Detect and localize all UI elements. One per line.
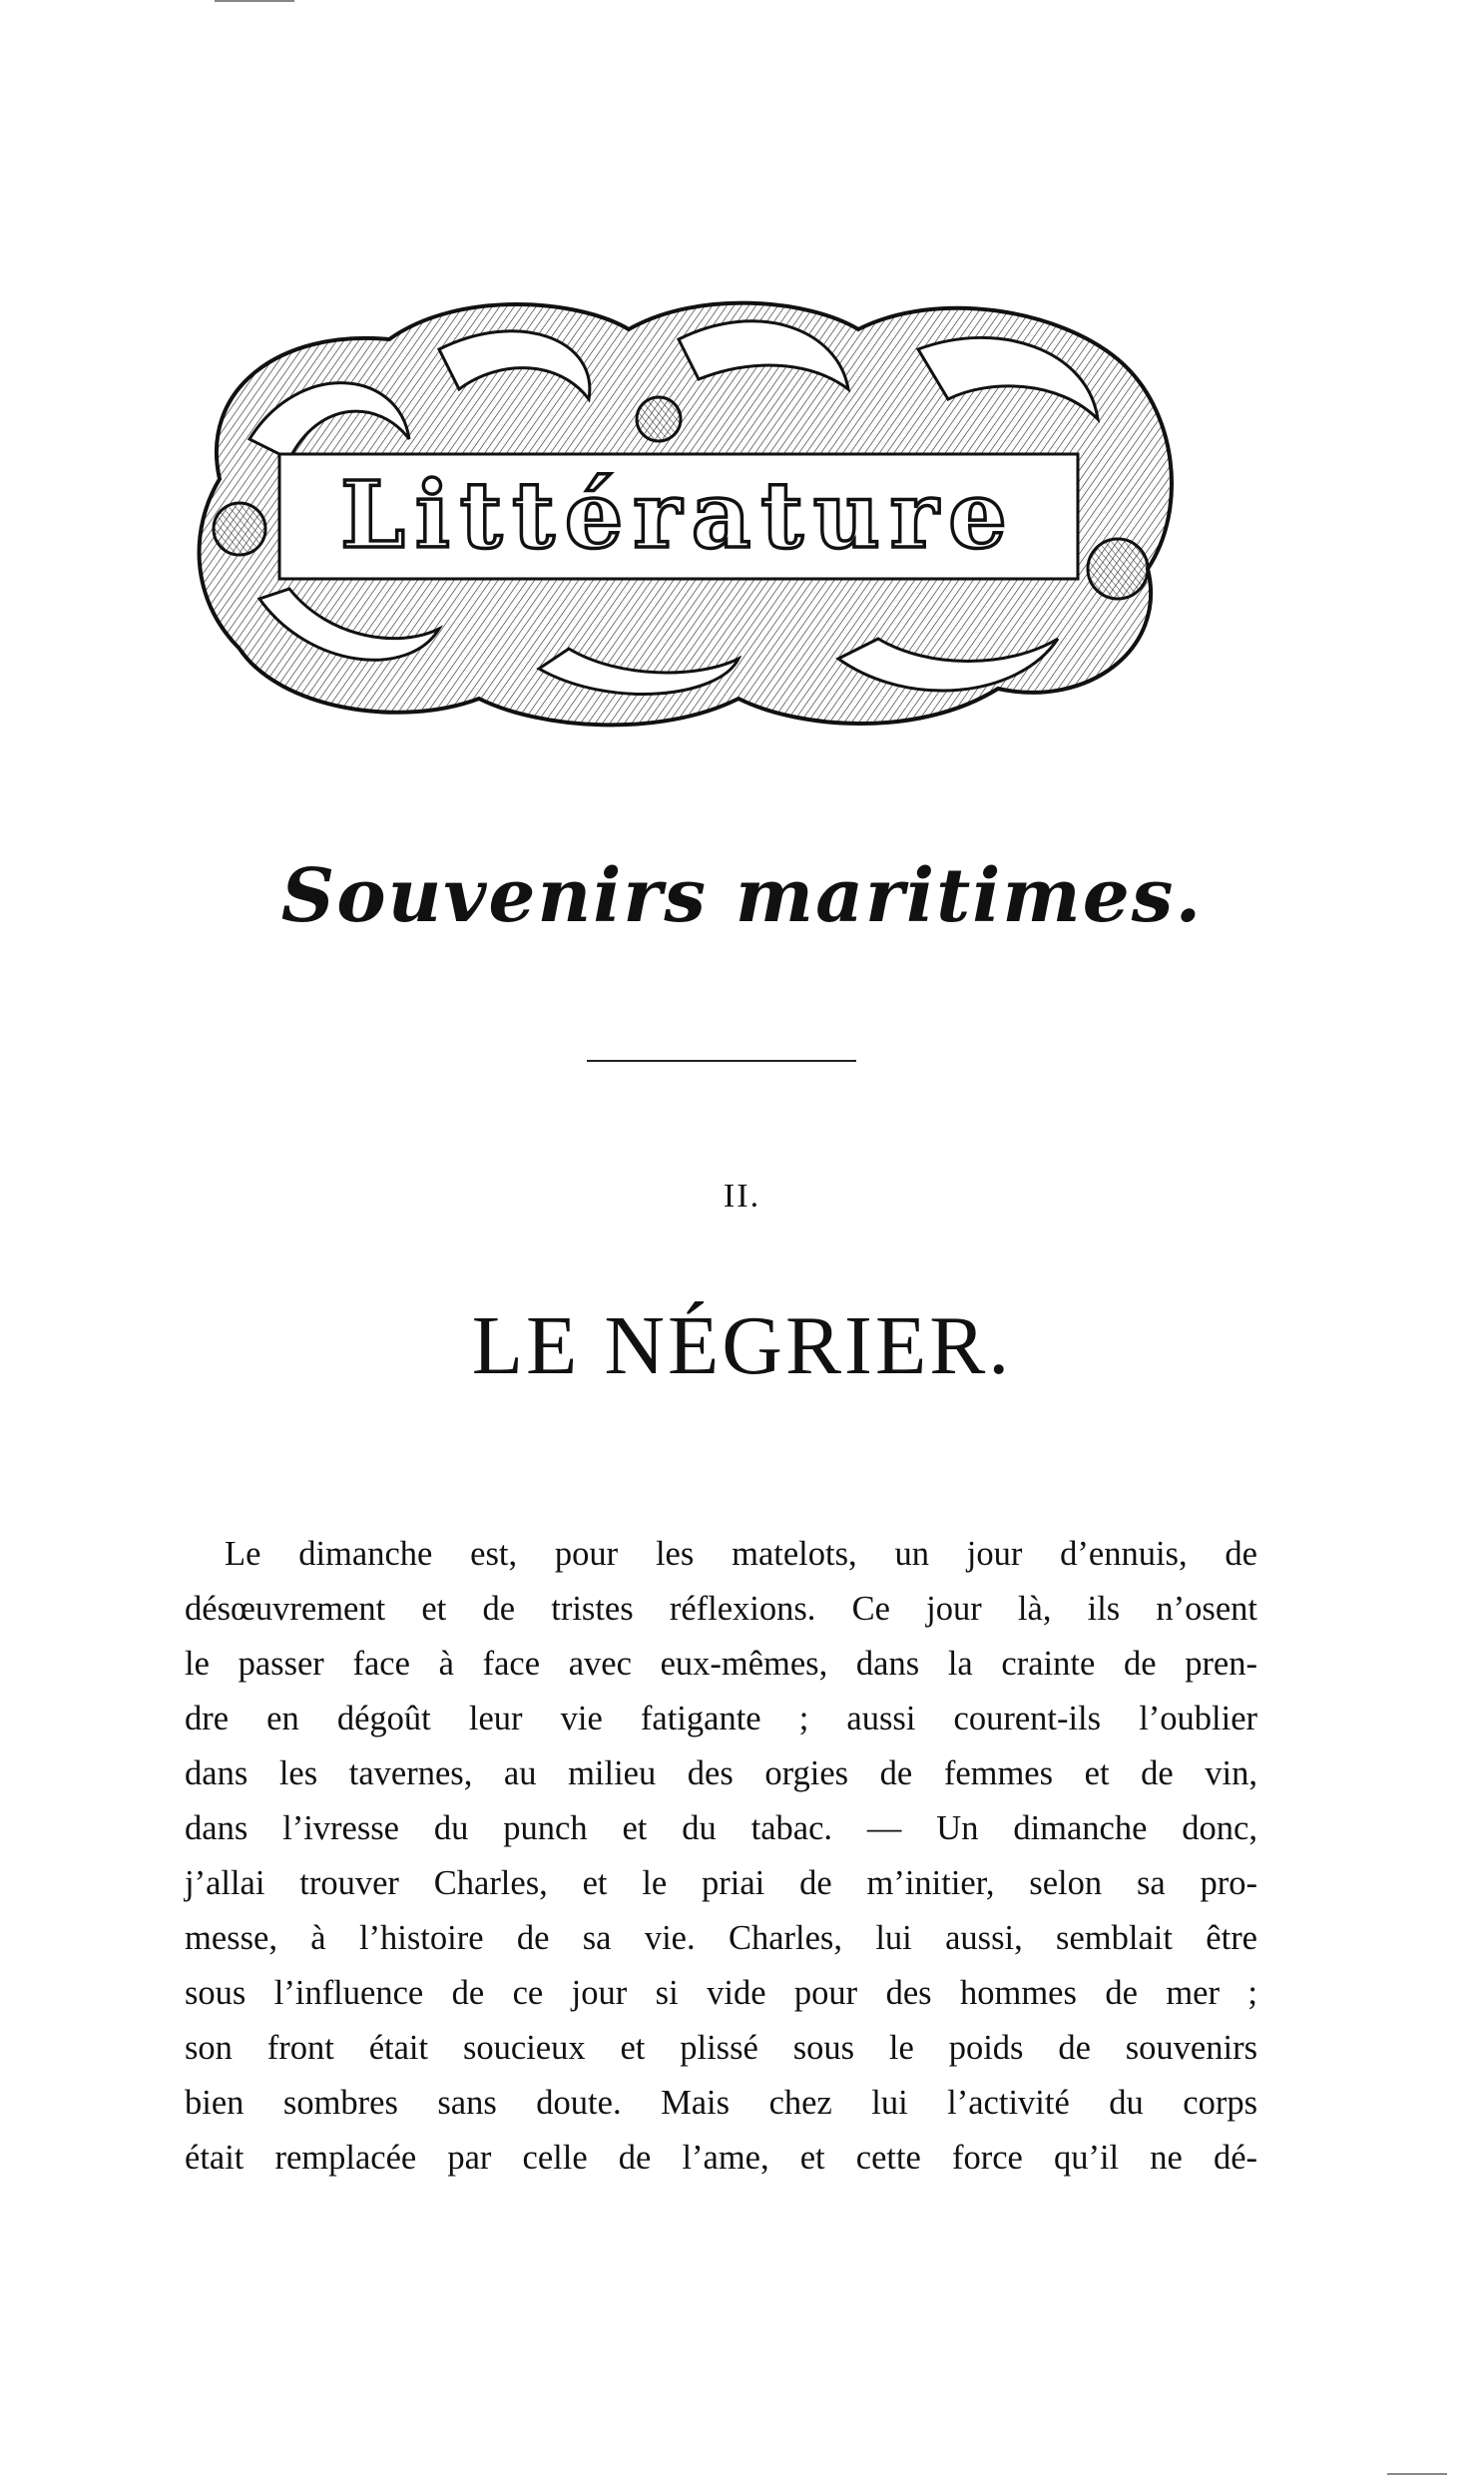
scan-edge-mark [215,0,294,2]
section-title: Souvenirs maritimes. [280,853,1204,939]
body-line: j’allai trouver Charles, et le priai de m’initier, selon sa pro- [185,1864,1257,1902]
body-line: messe, à l’histoire de sa vie. Charles, lui aussi, semblait être [185,1919,1257,1957]
body-paragraph [185,1527,1257,2186]
body-line: Le dimanche est, pour les matelots, un jour d’ennuis, de [225,1535,1257,1573]
body-line: était remplacée par celle de l’ame, et cette force qu’il ne dé- [185,2139,1257,2177]
decorative-vignette [160,269,1198,748]
acanthus-banner-icon [160,269,1198,748]
body-line: le passer face à face avec eux-mêmes, dans la crainte de pren- [185,1645,1257,1683]
body-line: désœuvrement et de tristes réflexions. Ce jour là, ils n’osent [185,1590,1257,1628]
chapter-number: II. [723,1178,761,1215]
chapter-title: LE NÉGRIER. [471,1299,1013,1392]
body-line: bien sombres sans doute. Mais chez lui l’activité du corps [185,2084,1257,2122]
banner-text: Littérature [340,461,1017,569]
divider-rule [587,1060,856,1062]
body-line: sous l’influence de ce jour si vide pour des hommes de mer ; [185,1974,1257,2012]
body-line: dans les tavernes, au milieu des orgies de femmes et de vin, [185,1754,1257,1792]
body-line: dre en dégoût leur vie fatigante ; aussi courent-ils l’oublier [185,1700,1257,1737]
body-line: son front était soucieux et plissé sous le poids de souvenirs [185,2029,1257,2067]
body-line: dans l’ivresse du punch et du tabac. — Un dimanche donc, [185,1809,1257,1847]
